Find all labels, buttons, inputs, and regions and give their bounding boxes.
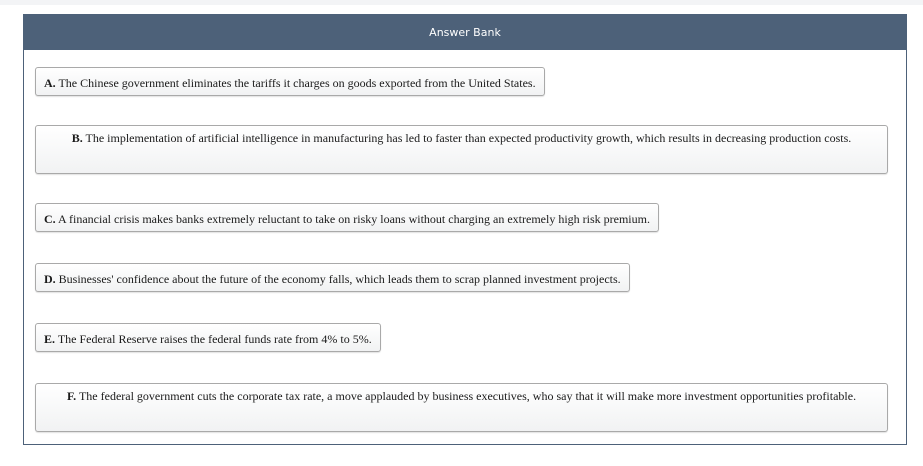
answer-text: Businesses' confidence about the future of the economy falls, which leads them to scrap planned investment projects.: [58, 272, 621, 286]
answer-item-c[interactable]: [35, 203, 659, 232]
answer-item-e[interactable]: [35, 323, 381, 352]
answer-text: The Federal Reserve raises the federal funds rate from 4% to 5%.: [57, 332, 372, 346]
answer-text: The Chinese government eliminates the tariffs it charges on goods exported from the United States.: [58, 76, 536, 90]
answer-bank-title: Answer Bank: [24, 15, 906, 50]
answer-item-a[interactable]: [35, 67, 545, 96]
answer-item-d[interactable]: [35, 263, 630, 292]
answer-bank-panel: [23, 14, 907, 445]
answer-letter: A.: [44, 76, 56, 90]
answer-letter: C.: [44, 212, 56, 226]
top-strip: [0, 0, 923, 5]
answer-text: A financial crisis makes banks extremely reluctant to take on risky loans without charging an extremely high risk premium.: [58, 212, 650, 226]
answer-text: The implementation of artificial intelligence in manufacturing has led to faster than expected productivity growth, which results in decreasing production costs.: [85, 131, 852, 145]
answer-text: The federal government cuts the corporate tax rate, a move applauded by business executives, who say that it will make more investment opportunities profitable.: [78, 389, 857, 403]
answer-letter: D.: [44, 272, 56, 286]
answer-letter: B.: [71, 131, 83, 145]
answer-item-f[interactable]: [35, 383, 888, 432]
answer-item-b[interactable]: [35, 125, 888, 174]
answer-letter: F.: [66, 389, 77, 403]
answer-letter: E.: [44, 332, 56, 346]
